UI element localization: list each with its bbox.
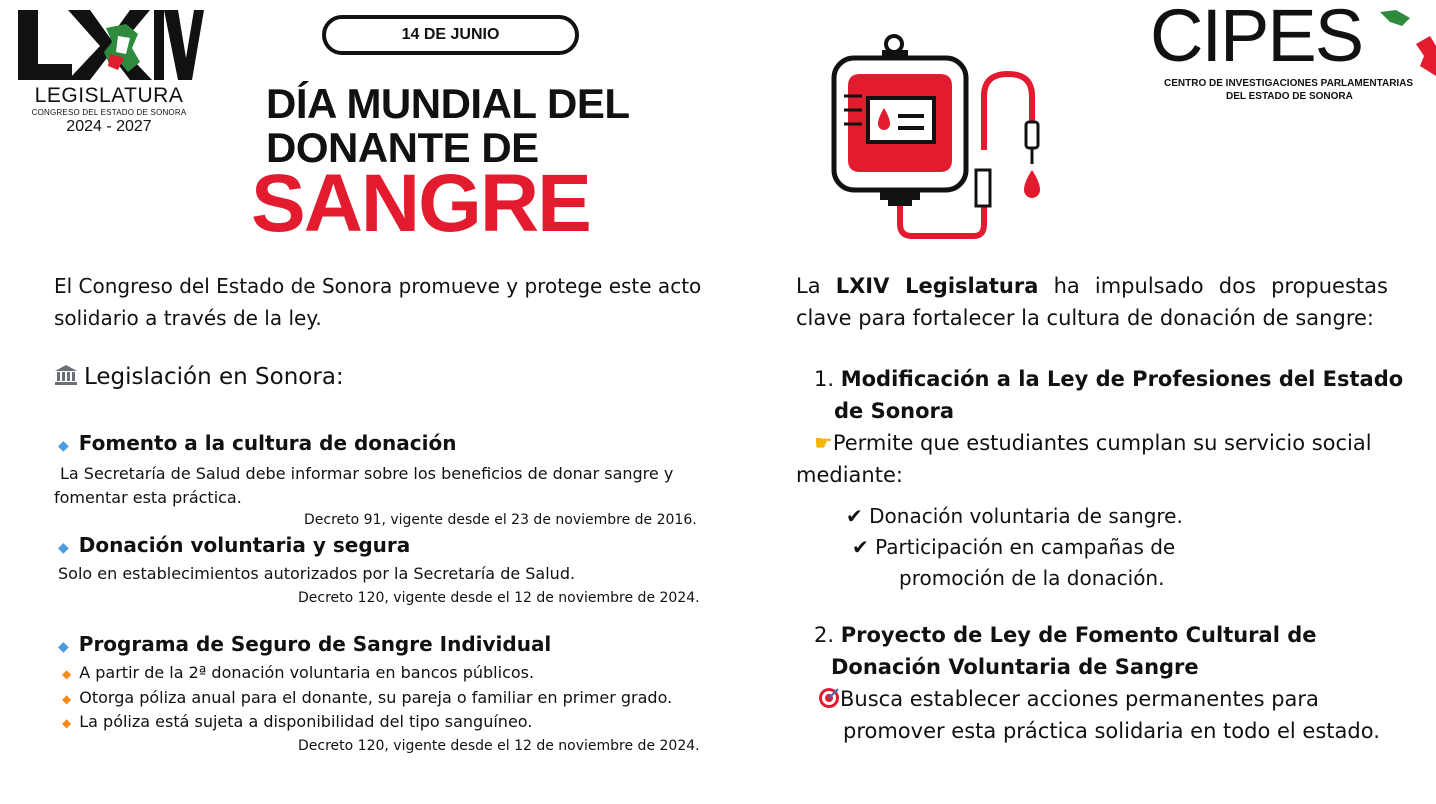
legislation-heading-text: Legislación en Sonora: <box>84 364 344 390</box>
item-2-body: Solo en establecimientos autorizados por la Secretaría de Salud. <box>58 564 576 583</box>
proposal-1-check-2: ✔ Participación en campañas de <box>852 535 1176 559</box>
item-2-title: ◆ Donación voluntaria y segura <box>58 533 411 557</box>
item-3-decree: Decreto 120, vigente desde el 12 de noviembre de 2024. <box>298 738 700 754</box>
sonora-map-icon <box>1380 6 1436 76</box>
cipes-wordmark: CIPES <box>1150 0 1363 77</box>
item-3-title: ◆ Programa de Seguro de Sangre Individual <box>58 632 552 656</box>
building-icon <box>54 364 78 392</box>
proposal-1-title: 1. Modificación a la Ley de Profesiones del Estado <box>814 367 1404 391</box>
proposal-2-desc-cont: promover esta práctica solidaria en todo el estado. <box>843 719 1380 743</box>
left-intro: El Congreso del Estado de Sonora promueve y protege este acto solidario a través de la ley. <box>54 274 702 330</box>
blue-diamond-icon: ◆ <box>58 540 69 556</box>
orange-diamond-icon: ◆ <box>62 716 72 730</box>
proposal-1-desc: ☛Permite que estudiantes cumplan su servicio social <box>814 431 1372 455</box>
lxiv-logo-graphic <box>14 8 204 84</box>
blue-diamond-icon: ◆ <box>58 438 69 454</box>
title-line-1: DÍA MUNDIAL DEL <box>266 80 630 127</box>
legislation-heading <box>54 364 344 392</box>
orange-diamond-icon: ◆ <box>62 667 72 681</box>
cipes-logo <box>1150 0 1436 110</box>
proposal-1-desc-cont: mediante: <box>796 463 903 487</box>
cipes-line-2: DEL ESTADO DE SONORA <box>1226 91 1353 102</box>
blood-bag-icon <box>828 30 1048 242</box>
item-2-decree: Decreto 120, vigente desde el 12 de noviembre de 2024. <box>298 590 700 606</box>
item-3-bullet-3: ◆ La póliza está sujeta a disponibilidad del tipo sanguíneo. <box>62 712 533 731</box>
orange-diamond-icon: ◆ <box>62 692 72 706</box>
item-3-bullet-1: ◆ A partir de la 2ª donación voluntaria en bancos públicos. <box>62 663 535 682</box>
proposal-2-title: 2. Proyecto de Ley de Fomento Cultural de <box>814 623 1317 647</box>
proposal-2-desc: Busca establecer acciones permanentes para <box>818 687 1319 714</box>
congreso-label: CONGRESO DEL ESTADO DE SONORA <box>31 108 187 117</box>
proposal-2-title-cont: Donación Voluntaria de Sangre <box>831 655 1199 679</box>
date-pill: 14 DE JUNIO <box>322 15 579 55</box>
item-1-title: ◆ Fomento a la cultura de donación <box>58 431 457 455</box>
proposal-1-check-1: ✔ Donación voluntaria de sangre. <box>846 504 1183 528</box>
proposal-1-check-2-cont: promoción de la donación. <box>899 566 1165 590</box>
cipes-line-1: CENTRO DE INVESTIGACIONES PARLAMENTARIAS <box>1164 78 1414 89</box>
pointing-hand-icon: ☛ <box>814 431 833 455</box>
title-line-3: SANGRE <box>251 158 590 249</box>
years-label: 2024 - 2027 <box>66 118 152 135</box>
blue-diamond-icon: ◆ <box>58 639 69 655</box>
checkmark-icon: ✔ <box>852 535 869 559</box>
item-3-bullet-2: ◆ Otorga póliza anual para el donante, su pareja o familiar en primer grado. <box>62 688 673 707</box>
item-1-body: La Secretaría de Salud debe informar sobre los beneficios de donar sangre y fomentar esta práctica. <box>54 464 674 507</box>
title-line-2: DONANTE DE <box>266 124 539 171</box>
legislatura-logo <box>14 8 204 135</box>
item-1-decree: Decreto 91, vigente desde el 23 de noviembre de 2016. <box>304 512 697 528</box>
target-icon <box>818 687 840 714</box>
right-intro: La LXIV Legislatura ha impulsado dos propuestas clave para fortalecer la cultura de donación de sangre: <box>796 274 1388 330</box>
checkmark-icon: ✔ <box>846 504 863 528</box>
proposal-1-title-cont: de Sonora <box>834 399 955 423</box>
legislatura-label: LEGISLATURA <box>34 84 184 107</box>
